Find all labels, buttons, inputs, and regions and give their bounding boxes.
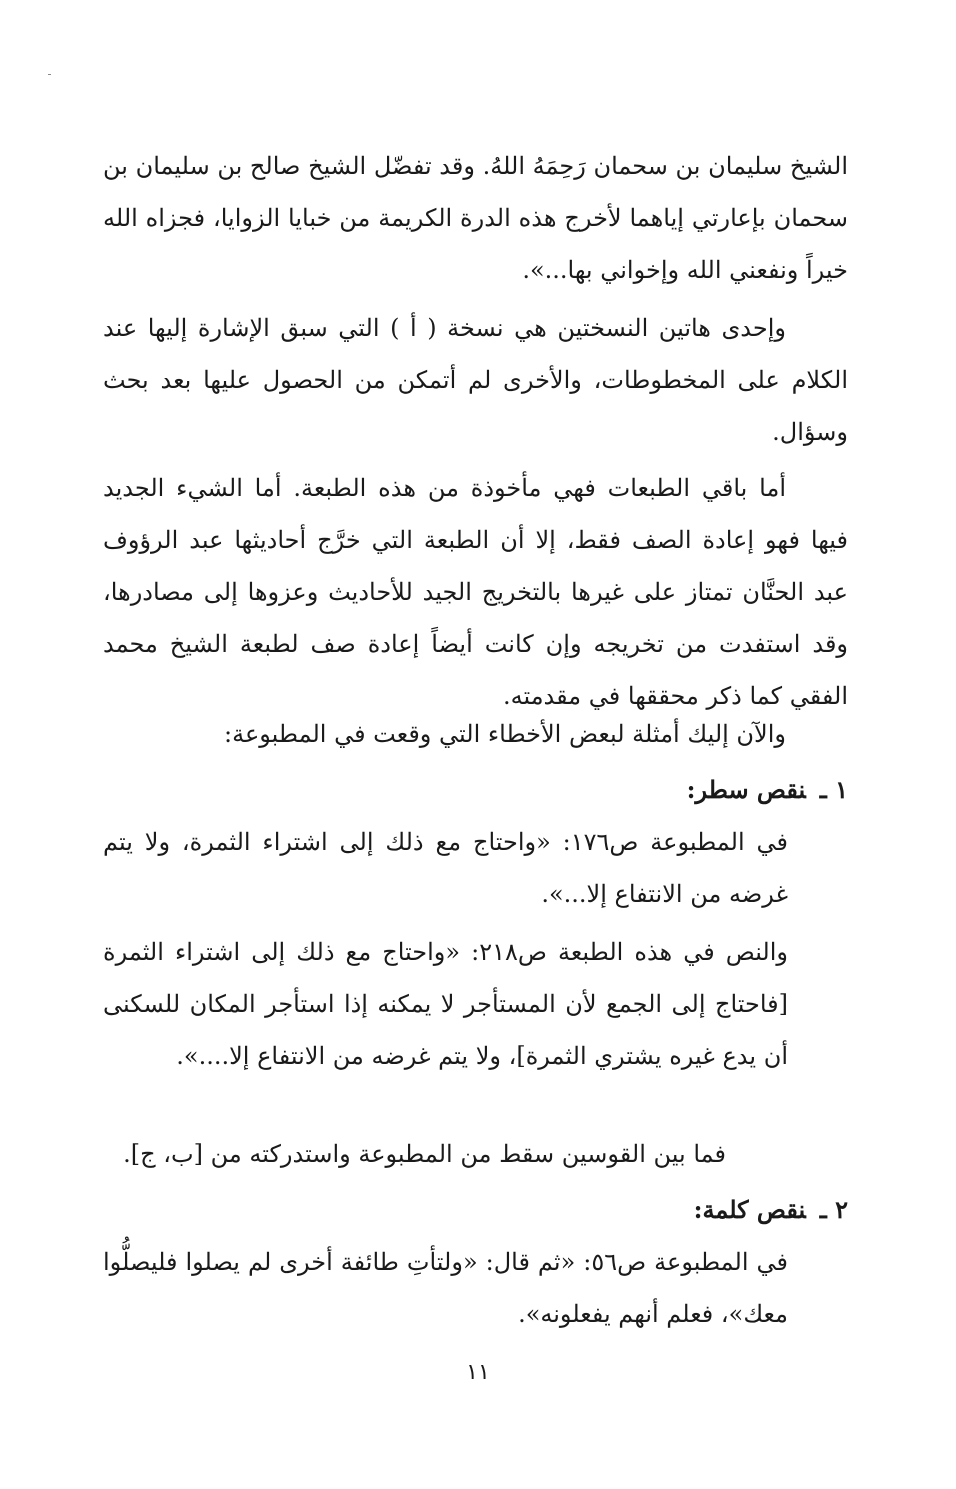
paragraph-other-editions: أما باقي الطبعات فهي مأخوذة من هذه الطبعة. أما الشيء الجديد فيها فهو إعادة الصف فقط، إلا أن الطبعة التي خرَّج أحاديثها عبد الرؤوف عبد الحنَّان تمتاز على غيرها بالتخريج الجيد للأحاديث وعزوها إلى مصادرها، وقد استفدت من تخريجه وإن كانت أيضاً إعادة صف لطبعة الشيخ محمد الفقي كما ذكر محققها في مقدمته.	[103, 474, 848, 710]
paragraph-intro-continuation: الشيخ سليمان بن سحمان رَحِمَهُ اللهُ. وقد تفضّل الشيخ صالح بن سليمان بن سحمان بإعارتي إياهما لأخرج هذه الدرة الكريمة من خبايا الزوايا، فجزاه الله خيراً ونفعني الله وإخواني بها...».	[103, 152, 848, 284]
missing-line-printed-text: في المطبوعة ص١٧٦: «واحتاج مع ذلك إلى اشتراء الثمرة، ولا يتم غرضه من الانتفاع إلا...».	[103, 828, 789, 908]
paragraph-manuscripts: وإحدى هاتين النسختين هي نسخة ( أ ) التي سبق الإشارة إليها عند الكلام على المخطوطات، والأخرى لم أتمكن من الحصول عليها بعد بحث وسؤال.	[103, 314, 848, 446]
section-heading-missing-line	[103, 770, 848, 810]
section-number: ٢ ـ	[819, 1195, 848, 1224]
missing-word-printed-text: في المطبوعة ص٥٦: «ثم قال: «ولتأتِ طائفة أخرى لم يصلوا فليصلُّوا معك»، فعلم أنهم يفعلونه».	[103, 1248, 788, 1328]
section-heading-missing-word	[103, 1190, 848, 1230]
missing-line-correct-text: والنص في هذه الطبعة ص٢١٨: «واحتاج مع ذلك إلى اشتراء الثمرة [فاحتاج إلى الجمع لأن المستأجر لا يمكنه إذا استأجر المكان للسكنى أن يدع غيره يشتري الثمرة]، ولا يتم غرضه من الانتفاع إلا....».	[103, 938, 789, 1070]
section-title: نقص كلمة:	[693, 1195, 806, 1224]
paragraph-examples-intro: والآن إليك أمثلة لبعض الأخطاء التي وقعت في المطبوعة:	[223, 720, 786, 748]
page-number: ١١	[466, 1360, 490, 1385]
scan-mark	[48, 74, 51, 75]
section-number: ١ ـ	[819, 775, 848, 804]
missing-line-note: فما بين القوسين سقط من المطبوعة واستدركته من [ب، ج].	[123, 1140, 726, 1168]
section-title: نقص سطر:	[686, 775, 806, 804]
